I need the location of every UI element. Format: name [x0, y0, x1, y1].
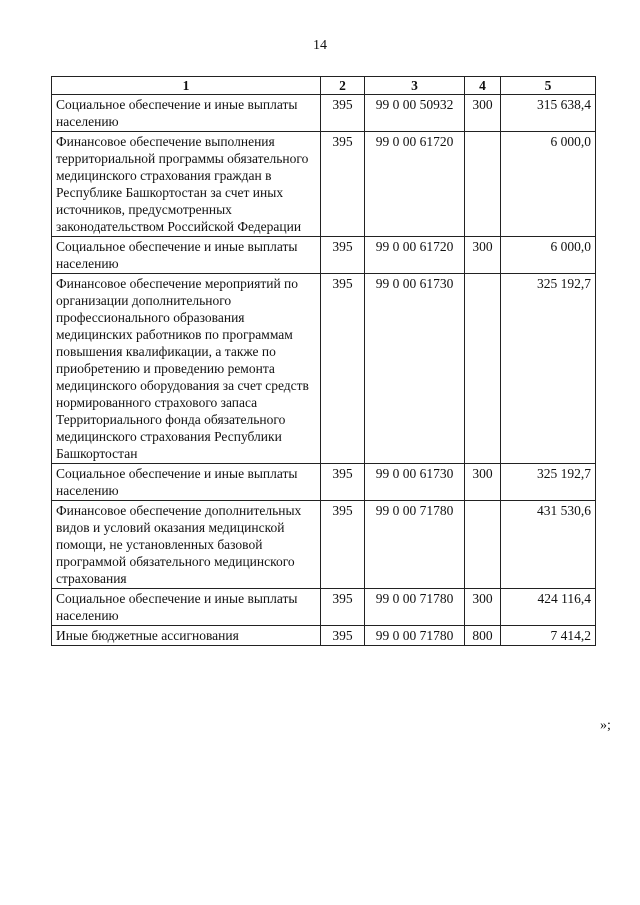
row-target-code: 99 0 00 61720	[365, 132, 465, 237]
row-expense-type	[465, 274, 501, 464]
row-name: Социальное обеспечение и иные выплаты населению	[52, 589, 321, 626]
row-amount: 315 638,4	[501, 95, 596, 132]
table-row	[52, 626, 596, 646]
table-row	[52, 132, 596, 237]
table-row	[52, 274, 596, 464]
row-ved-code: 395	[321, 237, 365, 274]
table-row	[52, 95, 596, 132]
row-target-code: 99 0 00 61730	[365, 464, 465, 501]
row-ved-code: 395	[321, 132, 365, 237]
row-ved-code: 395	[321, 501, 365, 589]
row-amount: 7 414,2	[501, 626, 596, 646]
row-target-code: 99 0 00 61730	[365, 274, 465, 464]
row-amount: 6 000,0	[501, 132, 596, 237]
header-col-5: 5	[501, 77, 596, 95]
row-amount: 424 116,4	[501, 589, 596, 626]
row-name: Социальное обеспечение и иные выплаты населению	[52, 95, 321, 132]
row-expense-type: 300	[465, 464, 501, 501]
row-amount: 325 192,7	[501, 274, 596, 464]
header-col-2: 2	[321, 77, 365, 95]
row-target-code: 99 0 00 71780	[365, 589, 465, 626]
closing-quote-mark: »;	[600, 718, 611, 733]
table-row	[52, 464, 596, 501]
row-name: Социальное обеспечение и иные выплаты населению	[52, 237, 321, 274]
row-name: Социальное обеспечение и иные выплаты населению	[52, 464, 321, 501]
row-name: Финансовое обеспечение дополнительных видов и условий оказания медицинской помощи, не установленных базовой программой обязательного медицинского страхования	[52, 501, 321, 589]
row-name: Иные бюджетные ассигнования	[52, 626, 321, 646]
header-col-1: 1	[52, 77, 321, 95]
row-ved-code: 395	[321, 274, 365, 464]
row-ved-code: 395	[321, 95, 365, 132]
row-ved-code: 395	[321, 464, 365, 501]
table-row	[52, 237, 596, 274]
table-header-row	[52, 77, 596, 95]
row-expense-type: 300	[465, 95, 501, 132]
row-target-code: 99 0 00 71780	[365, 501, 465, 589]
row-expense-type: 300	[465, 237, 501, 274]
row-expense-type	[465, 501, 501, 589]
row-ved-code: 395	[321, 589, 365, 626]
row-target-code: 99 0 00 61720	[365, 237, 465, 274]
row-name: Финансовое обеспечение выполнения территориальной программы обязательного медицинского страхования граждан в Республике Башкортостан за счет иных источников, предусмотренных законодательством Российской Федерации	[52, 132, 321, 237]
row-amount: 6 000,0	[501, 237, 596, 274]
budget-table	[51, 76, 596, 646]
page-number: 14	[313, 38, 327, 53]
row-target-code: 99 0 00 50932	[365, 95, 465, 132]
row-expense-type: 300	[465, 589, 501, 626]
row-amount: 431 530,6	[501, 501, 596, 589]
row-name: Финансовое обеспечение мероприятий по организации дополнительного профессионального образования медицинских работников по программам повышения квалификации, а также по приобретению и проведению ремонта медицинского оборудования за счет средств нормированного страхового запаса Территориального фонда обязательного медицинского страхования Республики Башкортостан	[52, 274, 321, 464]
row-expense-type	[465, 132, 501, 237]
table-row	[52, 501, 596, 589]
header-col-4: 4	[465, 77, 501, 95]
header-col-3: 3	[365, 77, 465, 95]
row-expense-type: 800	[465, 626, 501, 646]
table-row	[52, 589, 596, 626]
row-ved-code: 395	[321, 626, 365, 646]
row-target-code: 99 0 00 71780	[365, 626, 465, 646]
row-amount: 325 192,7	[501, 464, 596, 501]
